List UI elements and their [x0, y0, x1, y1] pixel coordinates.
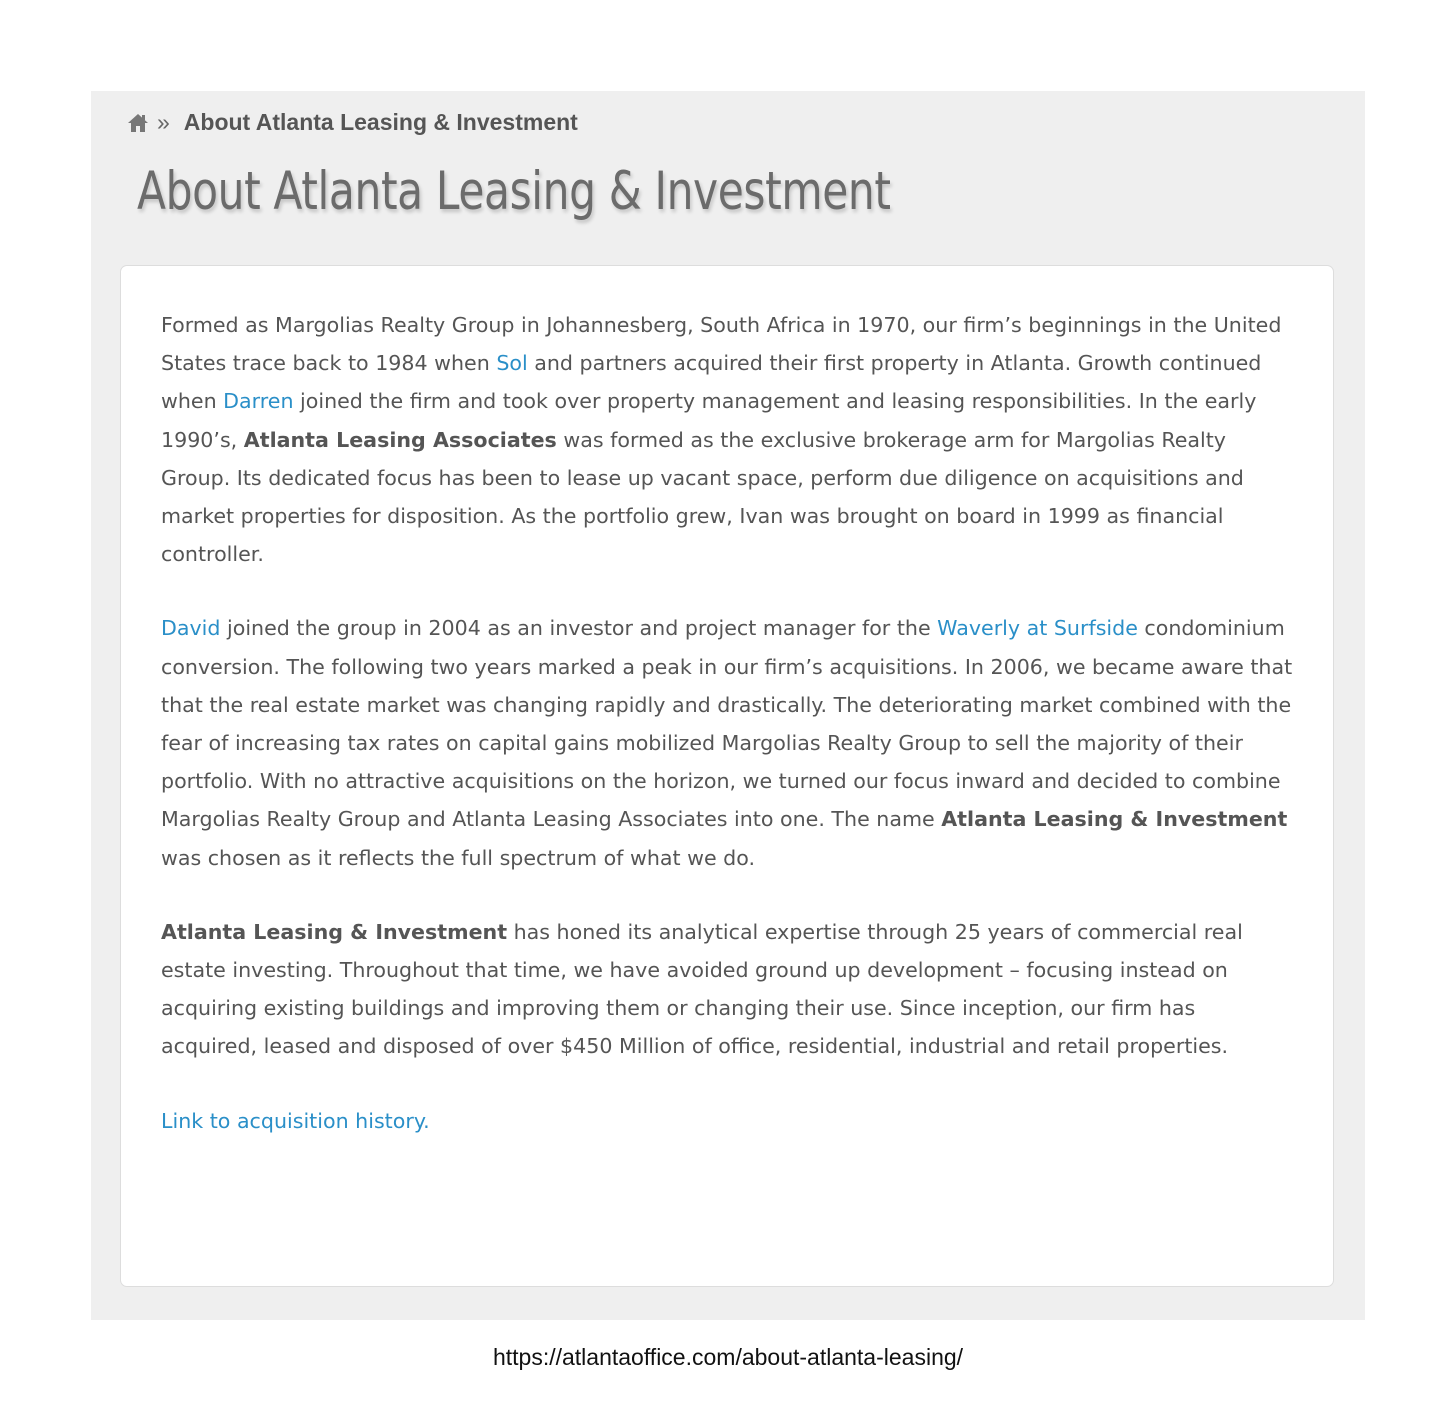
bold-company-name: Atlanta Leasing Associates: [243, 427, 557, 452]
text-segment: has honed its analytical expertise through 25 years of commercial real estate investing. Throughout that time, we have avoided ground up development – focusing instead on acquiring existing buildings and improving them or changing their use. Since inception, our firm has acquired, leased and disposed of over $450 Million of office, residential, industrial and retail properties.: [161, 919, 1243, 1059]
text-segment: condominium conversion. The following two years marked a peak in our firm’s acquisitions. In 2006, we became aware that that the real estate market was changing rapidly and drastically. The deteriorating market combined with the fear of increasing tax rates on capital gains mobilized Margolias Realty Group to sell the majority of their portfolio. With no attractive acquisitions on the horizon, we turned our focus inward and decided to combine Margolias Realty Group and Atlanta Leasing Associates into one. The name: [161, 616, 1293, 832]
home-icon[interactable]: [127, 112, 149, 132]
waverly-link[interactable]: Waverly at Surfside: [937, 616, 1138, 641]
paragraph-expertise: [161, 913, 1297, 1066]
bold-company-name: Atlanta Leasing & Investment: [161, 919, 508, 944]
text-segment: Formed as Margolias Realty Group in Johannesberg, South Africa in 1970, our firm’s beginnings in the United States trace back to 1984 when: [161, 313, 1282, 376]
david-link[interactable]: David: [161, 616, 221, 641]
text-segment: was chosen as it reflects the full spectrum of what we do.: [161, 845, 756, 870]
page-title: About Atlanta Leasing & Investment: [137, 161, 891, 222]
sol-link[interactable]: Sol: [496, 351, 528, 376]
breadcrumb-separator: »: [157, 108, 170, 135]
darren-link[interactable]: Darren: [223, 389, 294, 414]
paragraph-link: [161, 1102, 1297, 1140]
acquisition-history-link[interactable]: Link to acquisition history.: [161, 1108, 430, 1133]
text-segment: was formed as the exclusive brokerage arm for Margolias Realty Group. Its dedicated focus has been to lease up vacant space, perform due diligence on acquisitions and market properties for disposition. As the portfolio grew, Ivan was brought on board in 1999 as financial controller.: [161, 427, 1244, 567]
text-segment: and partners acquired their first property in Atlanta. Growth continued when: [161, 351, 1262, 414]
content-panel: [91, 91, 1365, 1320]
content-card: [120, 265, 1334, 1287]
breadcrumb-current: About Atlanta Leasing & Investment: [183, 108, 578, 135]
breadcrumb: [127, 107, 578, 137]
paragraph-history: [161, 306, 1297, 573]
text-segment: joined the group in 2004 as an investor and project manager for the: [220, 616, 938, 641]
bold-company-name: Atlanta Leasing & Investment: [941, 807, 1288, 832]
text-segment: joined the firm and took over property management and leasing responsibilities. In the early 1990’s,: [161, 389, 1257, 452]
source-url: https://atlantaoffice.com/about-atlanta-leasing/: [492, 1344, 964, 1370]
paragraph-growth: [161, 609, 1297, 876]
article-body: [161, 306, 1297, 1176]
